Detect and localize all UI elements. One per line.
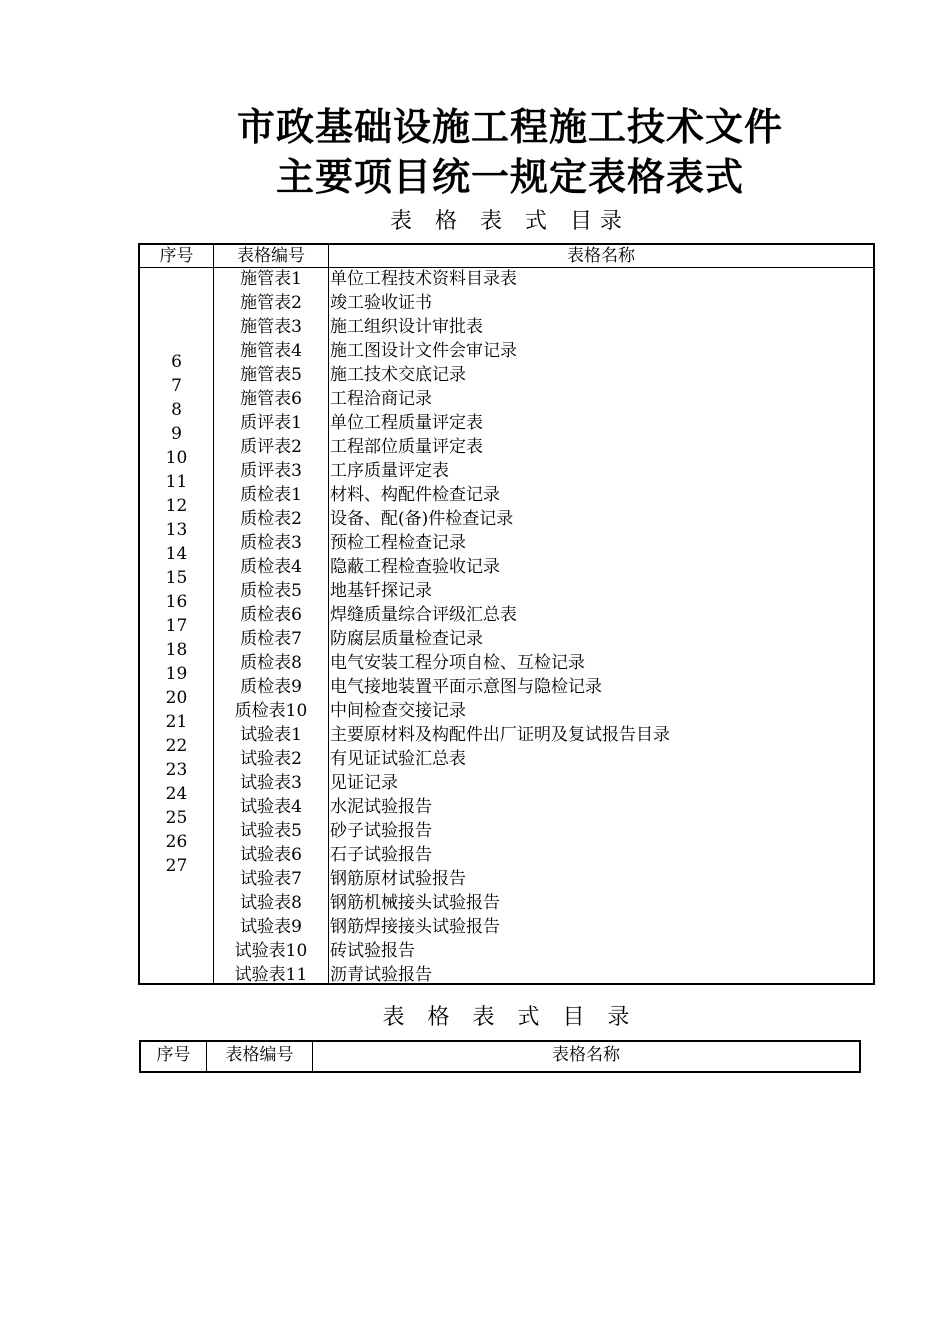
form-code: 试验表1 xyxy=(240,725,302,745)
form-code: 试验表10 xyxy=(234,941,308,961)
table-row xyxy=(140,843,873,867)
seq-number: 27 xyxy=(165,856,188,876)
table-row xyxy=(140,339,873,363)
table-row xyxy=(140,579,873,603)
seq-number: 15 xyxy=(165,568,188,588)
form-name: 施工技术交底记录 xyxy=(330,365,466,385)
form-name: 石子试验报告 xyxy=(330,845,432,865)
form-code: 质检表3 xyxy=(240,533,302,553)
form-code: 试验表7 xyxy=(240,869,302,889)
document-title-line2: 主要项目统一规定表格表式 xyxy=(275,155,744,199)
table-row xyxy=(140,867,873,891)
form-code: 试验表6 xyxy=(240,845,302,865)
seq-number: 6 xyxy=(171,352,182,372)
form-code: 质检表8 xyxy=(240,653,302,673)
form-code: 试验表8 xyxy=(240,893,302,913)
seq-number: 26 xyxy=(165,832,188,852)
form-code: 质检表7 xyxy=(240,629,302,649)
form-name: 工序质量评定表 xyxy=(330,461,449,481)
table-row xyxy=(140,675,873,699)
table-row xyxy=(140,363,873,387)
form-name: 中间检查交接记录 xyxy=(330,701,466,721)
form-code: 质检表9 xyxy=(240,677,302,697)
table-row xyxy=(140,891,873,915)
header-code: 表格编号 xyxy=(237,246,305,266)
form-code: 施管表4 xyxy=(240,341,302,361)
form-code: 施管表5 xyxy=(240,365,302,385)
seq-number: 13 xyxy=(165,520,188,540)
seq-number: 23 xyxy=(165,760,188,780)
seq-number: 17 xyxy=(165,616,188,636)
form-name: 工程部位质量评定表 xyxy=(330,437,483,457)
seq-number: 10 xyxy=(165,448,188,468)
table-row xyxy=(140,795,873,819)
seq-number: 14 xyxy=(165,544,188,564)
seq-number: 18 xyxy=(165,640,188,660)
table-row xyxy=(140,459,873,483)
form-name: 砖试验报告 xyxy=(330,941,415,961)
form-name: 隐蔽工程检查验收记录 xyxy=(330,557,500,577)
seq-number: 9 xyxy=(171,424,182,444)
table-row xyxy=(140,771,873,795)
form-name: 预检工程检查记录 xyxy=(330,533,466,553)
table-row xyxy=(140,963,873,987)
form-name: 钢筋焊接接头试验报告 xyxy=(330,917,500,937)
seq-number: 24 xyxy=(165,784,188,804)
form-code: 试验表4 xyxy=(240,797,302,817)
seq-number: 7 xyxy=(171,376,182,396)
form-name: 水泥试验报告 xyxy=(330,797,432,817)
form-name: 施工图设计文件会审记录 xyxy=(330,341,517,361)
form-name: 工程洽商记录 xyxy=(330,389,432,409)
table-row xyxy=(140,507,873,531)
form-code: 质检表2 xyxy=(240,509,302,529)
form-code: 质检表4 xyxy=(240,557,302,577)
form-code: 质检表5 xyxy=(240,581,302,601)
table-row xyxy=(140,315,873,339)
form-code: 质检表10 xyxy=(234,701,308,721)
document-title-line1: 市政基础设施工程施工技术文件 xyxy=(236,105,783,149)
form-name: 焊缝质量综合评级汇总表 xyxy=(330,605,517,625)
table-row xyxy=(140,651,873,675)
seq-number: 25 xyxy=(165,808,188,828)
form-name: 主要原材料及构配件出厂证明及复试报告目录 xyxy=(330,725,670,745)
form-name: 设备、配(备)件检查记录 xyxy=(330,509,514,529)
form-code: 试验表3 xyxy=(240,773,302,793)
seq-number: 20 xyxy=(165,688,188,708)
table-row xyxy=(140,747,873,771)
header-code: 表格编号 xyxy=(225,1045,294,1065)
form-code: 质检表1 xyxy=(240,485,302,505)
form-code: 质评表1 xyxy=(240,413,302,433)
table-row xyxy=(140,915,873,939)
form-code: 试验表2 xyxy=(240,749,302,769)
form-name: 单位工程技术资料目录表 xyxy=(330,269,517,289)
table-row xyxy=(140,819,873,843)
header-seq: 序号 xyxy=(159,246,194,266)
seq-number: 8 xyxy=(171,400,182,420)
seq-number: 22 xyxy=(165,736,188,756)
table-row xyxy=(140,291,873,315)
seq-number: 11 xyxy=(165,472,188,492)
seq-number: 12 xyxy=(165,496,188,516)
form-code: 质评表2 xyxy=(240,437,302,457)
form-code: 施管表6 xyxy=(240,389,302,409)
form-name: 有见证试验汇总表 xyxy=(330,749,466,769)
table-rows xyxy=(140,267,873,987)
table-row xyxy=(140,699,873,723)
table-row xyxy=(140,723,873,747)
table-subtitle-1: 表 格 表 式 目录 xyxy=(390,209,630,234)
form-code: 质检表6 xyxy=(240,605,302,625)
form-name: 材料、构配件检查记录 xyxy=(330,485,500,505)
form-code: 施管表2 xyxy=(240,293,302,313)
form-name: 砂子试验报告 xyxy=(330,821,432,841)
form-name: 竣工验收证书 xyxy=(330,293,432,313)
table-row xyxy=(140,603,873,627)
table-row xyxy=(140,555,873,579)
form-code: 质评表3 xyxy=(240,461,302,481)
form-index-table-2 xyxy=(139,1040,861,1073)
form-name: 电气接地装置平面示意图与隐检记录 xyxy=(330,677,602,697)
form-code: 试验表11 xyxy=(234,965,308,985)
form-code: 试验表5 xyxy=(240,821,302,841)
form-name: 沥青试验报告 xyxy=(330,965,432,985)
form-code: 施管表1 xyxy=(240,269,302,289)
header-name: 表格名称 xyxy=(567,246,635,266)
form-name: 钢筋机械接头试验报告 xyxy=(330,893,500,913)
table-subtitle-2: 表 格 表 式 目 录 xyxy=(382,1005,638,1030)
form-name: 防腐层质量检查记录 xyxy=(330,629,483,649)
form-name: 电气安装工程分项自检、互检记录 xyxy=(330,653,585,673)
form-name: 钢筋原材试验报告 xyxy=(330,869,466,889)
table-row xyxy=(140,939,873,963)
table-row xyxy=(140,411,873,435)
table-row xyxy=(140,627,873,651)
form-name: 地基钎探记录 xyxy=(330,581,432,601)
table-header-row xyxy=(140,245,873,268)
form-code: 试验表9 xyxy=(240,917,302,937)
form-code: 施管表3 xyxy=(240,317,302,337)
table-row xyxy=(140,387,873,411)
form-index-table xyxy=(138,243,875,985)
form-name: 单位工程质量评定表 xyxy=(330,413,483,433)
form-name: 施工组织设计审批表 xyxy=(330,317,483,337)
seq-number: 16 xyxy=(165,592,188,612)
table-row xyxy=(140,531,873,555)
seq-number: 21 xyxy=(165,712,188,732)
header-name: 表格名称 xyxy=(552,1045,620,1065)
table-row xyxy=(140,483,873,507)
seq-number: 19 xyxy=(165,664,188,684)
header-seq: 序号 xyxy=(156,1045,191,1065)
table-row xyxy=(140,267,873,291)
table-row xyxy=(140,435,873,459)
form-name: 见证记录 xyxy=(330,773,398,793)
